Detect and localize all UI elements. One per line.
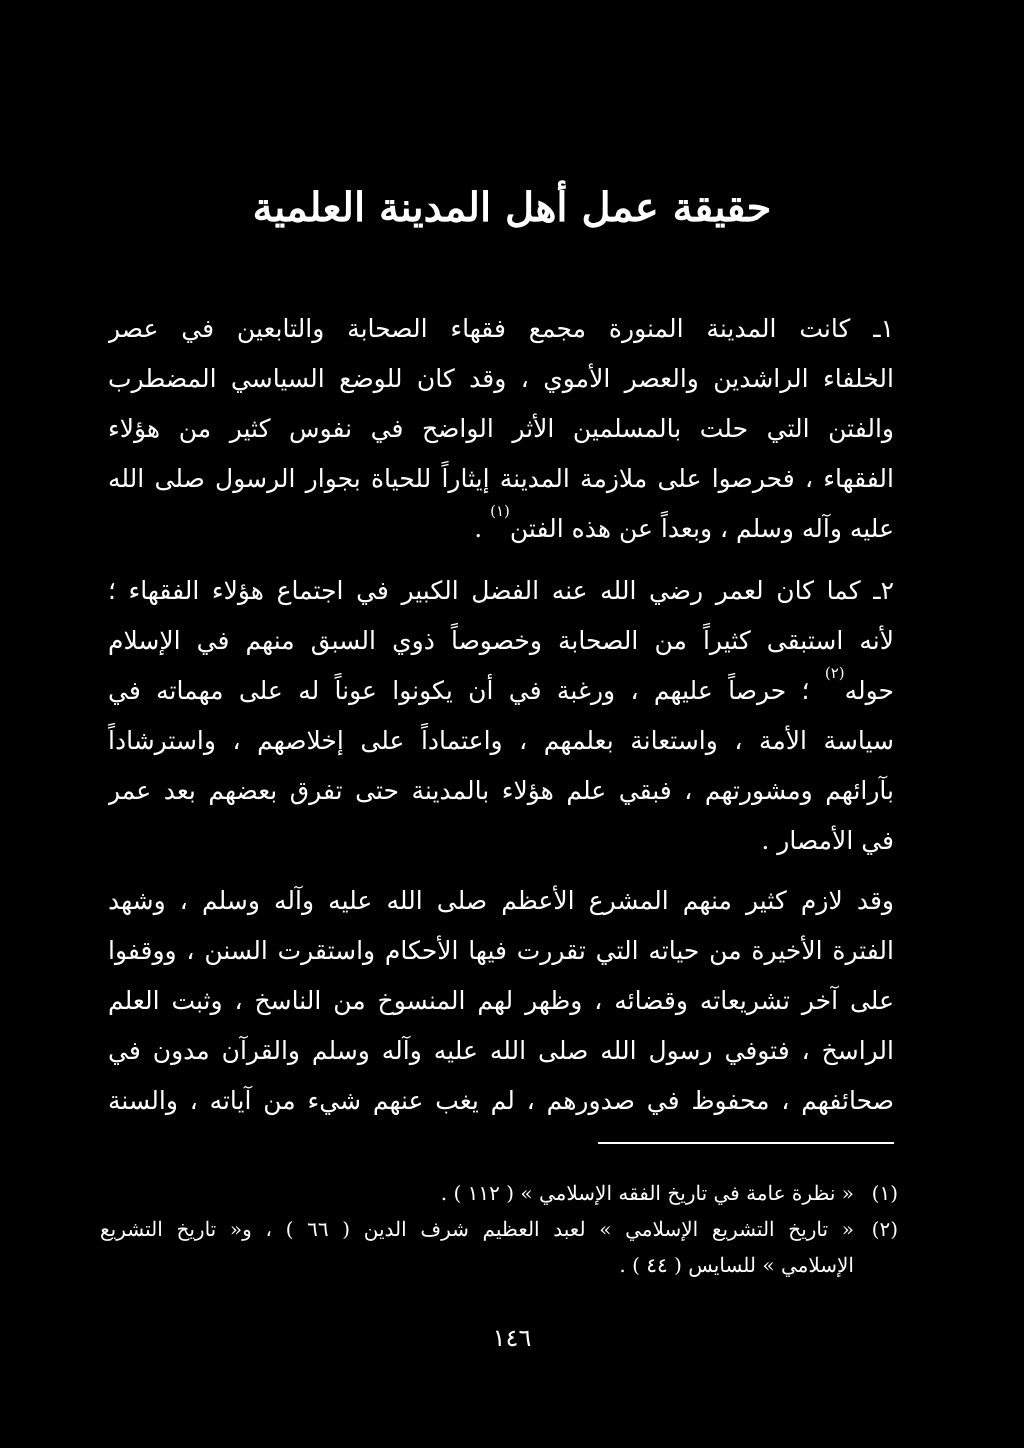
page-number: ١٤٦: [492, 1324, 532, 1352]
footnote-text: الإسلامي » للسايس ( ٤٤ ) .: [619, 1253, 854, 1277]
footnote-divider: [598, 1142, 894, 1144]
text-line: والفتن التي حلت بالمسلمين الأثر الواضح في نفوس كثير من هؤلاء: [108, 414, 894, 443]
footnote-text: « تاريخ التشريع الإسلامي » لعبد العظيم شرف الدين ( ٦٦ ) ، و« تاريخ التشريع: [100, 1217, 854, 1241]
text-line: الفقهاء ، فحرصوا على ملازمة المدينة إيثاراً للحياة بجوار الرسول صلى الله: [108, 464, 894, 493]
text-line: ٢ـ كما كان لعمر رضي الله عنه الفضل الكبير في اجتماع هؤلاء الفقهاء ؛: [108, 576, 894, 605]
paragraph-3: [108, 876, 894, 1126]
text-line: [108, 666, 894, 716]
text-segment: .: [474, 514, 491, 543]
text-line: الراسخ ، فتوفي رسول الله صلى الله عليه وآله وسلم والقرآن مدون في: [108, 1036, 894, 1065]
text-segment: ؛ حرصاً عليهم ، ورغبة في أن يكونوا عوناً له على مهماته في: [108, 676, 825, 705]
text-line: صحائفهم ، محفوظ في صدورهم ، لم يغب عنهم شيء من آياته ، والسنة: [108, 1086, 894, 1115]
page-title: حقيقة عمل أهل المدينة العلمية: [252, 184, 772, 231]
footnote-marker: (٢): [824, 666, 845, 682]
footnote: [100, 1247, 898, 1283]
text-segment: حوله: [844, 676, 894, 705]
footnotes: [100, 1175, 898, 1283]
footnote-marker: (١): [490, 504, 510, 520]
footnote: [100, 1175, 898, 1211]
text-line: لأنه استبقى كثيراً من الصحابة وخصوصاً ذوي السبق منهم في الإسلام: [108, 626, 894, 655]
text-line: في الأمصار .: [761, 826, 894, 855]
text-line: الفترة الأخيرة من حياته التي تقررت فيها الأحكام واستقرت السنن ، ووقفوا: [108, 936, 894, 965]
footnote: [100, 1211, 898, 1247]
text-line: [108, 504, 894, 554]
text-segment: عليه وآله وسلم ، وبعداً عن هذه الفتن: [509, 514, 894, 543]
footnote-number: (١): [871, 1181, 898, 1205]
text-line: ١ـ كانت المدينة المنورة مجمع فقهاء الصحابة والتابعين في عصر: [108, 314, 894, 343]
text-line: سياسة الأمة ، واستعانة بعلمهم ، واعتماداً على إخلاصهم ، واسترشاداً: [108, 726, 894, 755]
footnote-text: « نظرة عامة في تاريخ الفقه الإسلامي » ( ١١٢ ) .: [440, 1181, 854, 1205]
text-line: بآرائهم ومشورتهم ، فبقي علم هؤلاء بالمدينة حتى تفرق بعضهم بعد عمر: [108, 776, 894, 805]
text-line: الخلفاء الراشدين والعصر الأموي ، وقد كان للوضع السياسي المضطرب: [108, 364, 894, 393]
text-line: وقد لازم كثير منهم المشرع الأعظم صلى الله عليه وآله وسلم ، وشهد: [108, 886, 894, 915]
paragraph-2: [108, 566, 894, 866]
text-line: على آخر تشريعاته وقضائه ، وظهر لهم المنسوخ من الناسخ ، وثبت العلم: [108, 986, 894, 1015]
paragraph-1: [108, 304, 894, 554]
footnote-number: (٢): [871, 1217, 898, 1241]
